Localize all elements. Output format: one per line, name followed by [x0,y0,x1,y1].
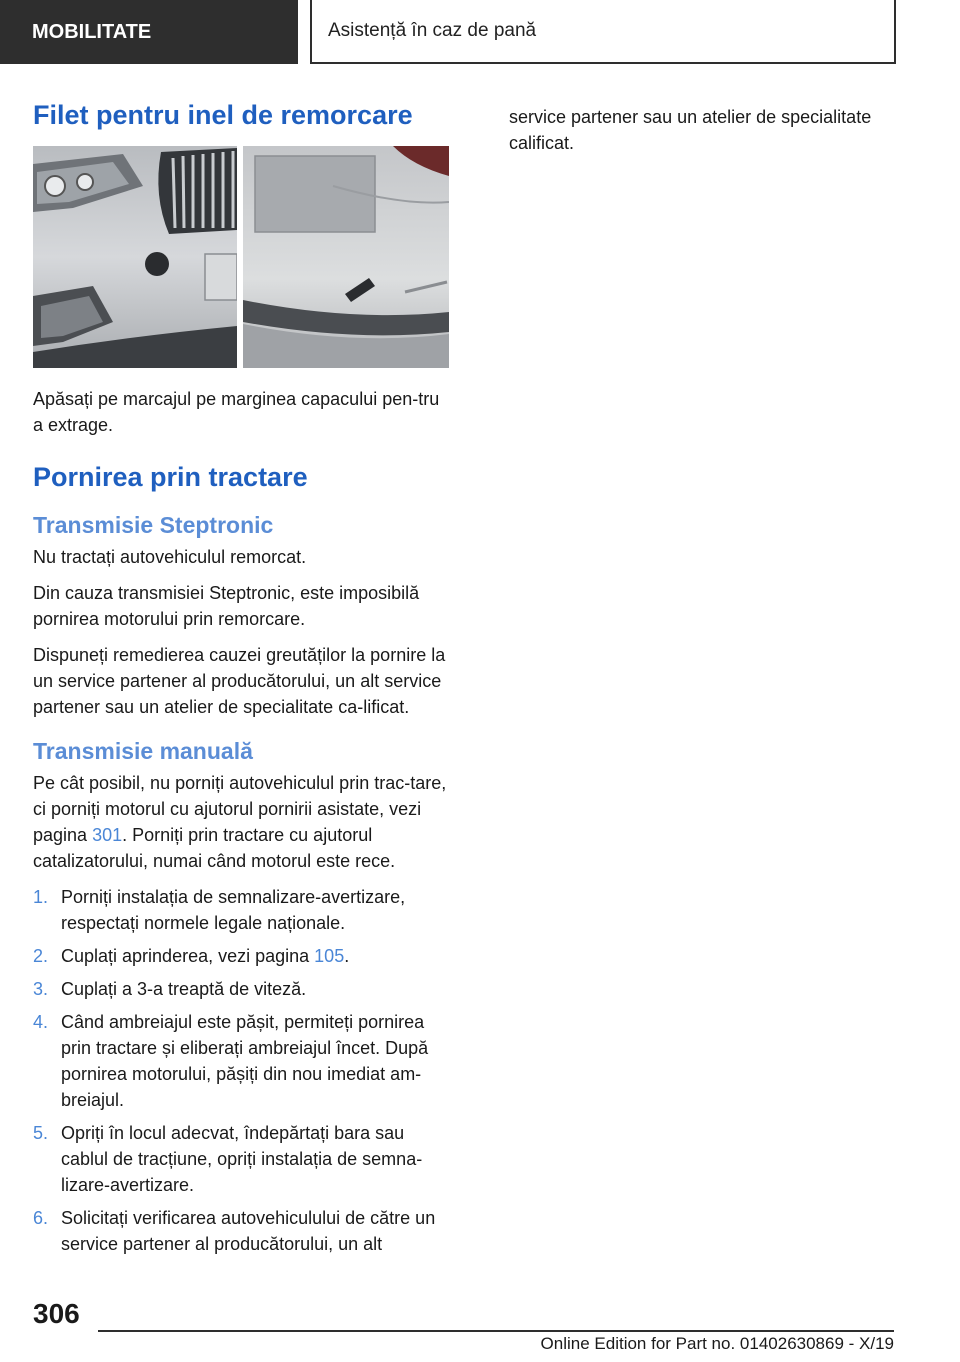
step-text: Cuplați a 3-a treaptă de viteză. [61,979,307,999]
step-number: 3. [33,979,49,999]
right-column [509,104,901,166]
para-dispuneti: Dispuneți remedierea cauzei greutăților la pornire la un service partener al producătorului, un alt service partener sau un atelier de specialitate ca-lificat. [33,645,446,717]
heading-manuala: Transmisie manuală [33,738,253,764]
step-text-b: . [344,946,350,966]
caption-apasati: Apăsați pe marcajul pe marginea capacului pen-tru a extrage. [33,389,440,435]
bumper-figure [33,146,449,368]
para-manual-text-a: Pe cât posibil, nu porniți autovehiculul prin trac-tare, ci porniți motorul cu ajutorul pornirii asistate, vezi pagina [33,773,447,845]
list-item [33,1120,449,1198]
step-text: Porniți instalația de semnalizare-avertizare, respectați normele legale naționale. [61,887,406,933]
para-continued: service partener sau un atelier de specialitate calificat. [509,107,872,153]
step-text: Opriți în locul adecvat, îndepărtați bara sau cablul de tracțiune, opriți instalația de semna-lizare-avertizare. [61,1123,423,1195]
step-text: Când ambreiajul este pășit, permiteți pornirea prin tractare și eliberați ambreiajul încet. După pornirea motorului, pășiți din nou imediat am-breiajul. [61,1012,429,1110]
list-item [33,976,449,1002]
page-number: 306 [33,1298,80,1329]
step-text: Solicitați verificarea autovehiculului de către un service partener al producătorului, un alt [61,1208,436,1254]
page-link-105[interactable]: 105 [314,946,345,966]
heading-pornirea: Pornirea prin tractare [33,462,308,492]
section-tab: MOBILITATE [0,0,298,64]
page-link-301[interactable]: 301 [92,825,123,845]
heading-steptronic: Transmisie Steptronic [33,512,274,538]
step-number: 1. [33,887,49,907]
step-number: 5. [33,1123,49,1143]
edition-text: Online Edition for Part no. 01402630869 - X/19 [540,1334,894,1353]
page-header [0,0,960,66]
para-manual-text-b: . Porniți prin tractare cu ajutorul catalizatorului, numai când motorul este rece. [33,825,396,871]
step-number: 6. [33,1208,49,1228]
list-item [33,943,449,969]
para-din-cauza: Din cauza transmisiei Steptronic, este imposibilă pornirea motorului prin remorcare. [33,583,420,629]
list-item [33,1009,449,1113]
step-text [61,943,449,969]
bumper-illustration [33,146,449,368]
step-number: 4. [33,1012,49,1032]
list-item [33,884,449,936]
steps-list [33,884,449,1257]
chapter-tab: Asistență în caz de pană [310,0,896,64]
para-manual [33,770,449,874]
heading-filet: Filet pentru inel de remorcare [33,100,413,130]
list-item [33,1205,449,1257]
para-nu-tractati: Nu tractați autovehiculul remorcat. [33,547,307,567]
step-text-a: Cuplați aprinderea, vezi pagina [61,946,315,966]
footer-divider [98,1330,894,1332]
step-number: 2. [33,946,49,966]
left-column [33,98,449,1264]
